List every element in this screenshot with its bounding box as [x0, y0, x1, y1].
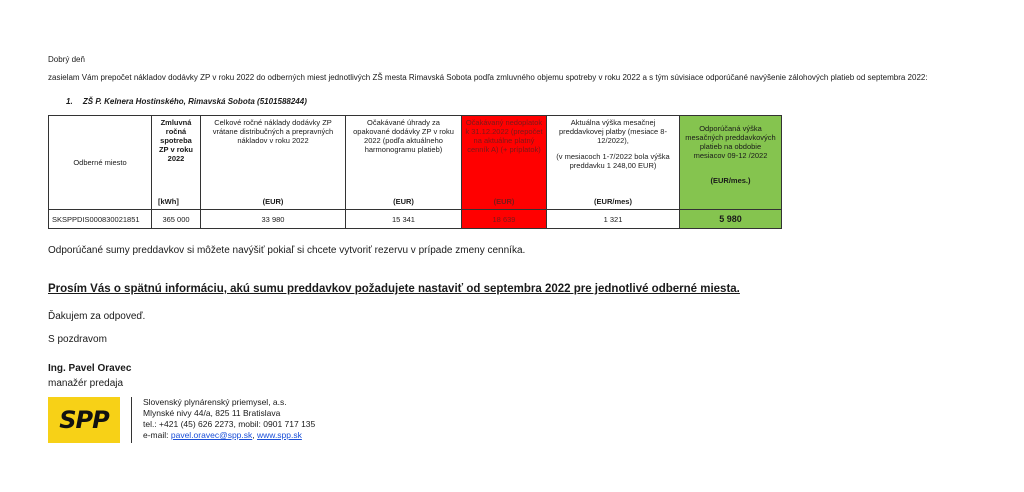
header-expected-payments: Očakávané úhrady za opakované dodávky ZP v roku 2022 (podľa aktuálneho harmonogramu platieb) (EUR): [346, 116, 462, 210]
signer-role: manažér predaja: [48, 378, 124, 389]
note-text: Odporúčané sumy preddavkov si môžete navýšiť pokiaľ si chcete vytvoriť rezervu v prípade zmeny cenníka.: [48, 245, 526, 256]
link-separator: ,: [252, 430, 257, 440]
greeting-text: Dobrý deň: [48, 55, 85, 64]
cell-place: SKSPPDIS000830021851: [49, 210, 152, 229]
header-consumption-place: Odberné miesto: [49, 116, 152, 210]
school-heading: [66, 97, 307, 106]
cost-table: [48, 115, 782, 229]
company-address: Mlynské nivy 44/a, 825 11 Bratislava: [143, 408, 281, 418]
header-expected-underpayment: Očakávaný nedoplatok k 31.12.2022 (prepočet na aktuálne platný cenník A) (+ príplatok) (EUR): [462, 116, 547, 210]
spp-logo-text: SPP: [59, 406, 109, 434]
cell-current-advance: 1 321: [547, 210, 680, 229]
company-name: Slovenský plynárenský priemysel, a.s.: [143, 397, 287, 407]
unit-eur-underpayment: (EUR): [493, 197, 515, 206]
unit-eur-month-recommended: (EUR/mes.): [710, 176, 751, 185]
signature-divider: [131, 397, 132, 443]
email-label: e-mail:: [143, 430, 171, 440]
school-item-title: ZŠ P. Kelnera Hostinského, Rimavská Sobota (5101588244): [82, 97, 307, 106]
header-total-annual-cost: Celkové ročné náklady dodávky ZP vrátane distribučných a prepravných nákladov v roku 2022 (EUR): [201, 116, 346, 210]
header-current-advance: Aktuálna výška mesačnej preddavkovej platby (mesiace 8-12/2022), (v mesiacoch 1-7/2022 bola výška preddavku 1 248,00 EUR) (EUR/mes): [547, 116, 680, 210]
cell-expected-payments: 15 341: [346, 210, 462, 229]
table-header-row: [49, 116, 782, 210]
header-recommended-advance: Odporúčaná výška mesačných preddavkových platieb na obdobie mesiacov 09-12 /2022 (EUR/mes.): [680, 116, 782, 210]
thanks-text: Ďakujem za odpoveď.: [48, 311, 146, 322]
request-text: Prosím Vás o spätnú informáciu, akú sumu preddavkov požadujete nastaviť od septembra 2022 pre jednotlivé odberné miesta.: [48, 283, 740, 295]
phone-line: tel.: +421 (45) 626 2273, mobil: 0901 717 135: [143, 419, 316, 429]
table-row: [49, 210, 782, 229]
cell-consumption: 365 000: [152, 210, 201, 229]
spp-logo: [48, 397, 120, 443]
website-link[interactable]: www.spp.sk: [257, 430, 302, 440]
regards-text: S pozdravom: [48, 334, 107, 345]
cell-expected-underpayment: 18 639: [462, 210, 547, 229]
unit-eur-total: (EUR): [262, 197, 284, 206]
unit-kwh: [kWh]: [158, 197, 179, 206]
school-item-number: 1.: [66, 97, 73, 106]
signer-name: Ing. Pavel Oravec: [48, 363, 132, 374]
email-link[interactable]: pavel.oravec@spp.sk: [170, 430, 253, 440]
cell-total-cost: 33 980: [201, 210, 346, 229]
unit-eur-month: (EUR/mes): [594, 197, 632, 206]
email-line: [143, 430, 302, 441]
cell-recommended-advance: 5 980: [680, 210, 782, 229]
intro-text: zasielam Vám prepočet nákladov dodávky ZP v roku 2022 do odberných miest jednotlivých ZŠ mesta Rimavská Sobota podľa zmluvného objemu spotreby v roku 2022 a s tým súvisiace odporúčané navýšenie zálohových platieb od septembra 2022:: [48, 73, 928, 82]
unit-eur-payments: (EUR): [393, 197, 414, 206]
header-annual-consumption: Zmluvná ročná spotreba ZP v roku 2022 [kWh]: [152, 116, 201, 210]
